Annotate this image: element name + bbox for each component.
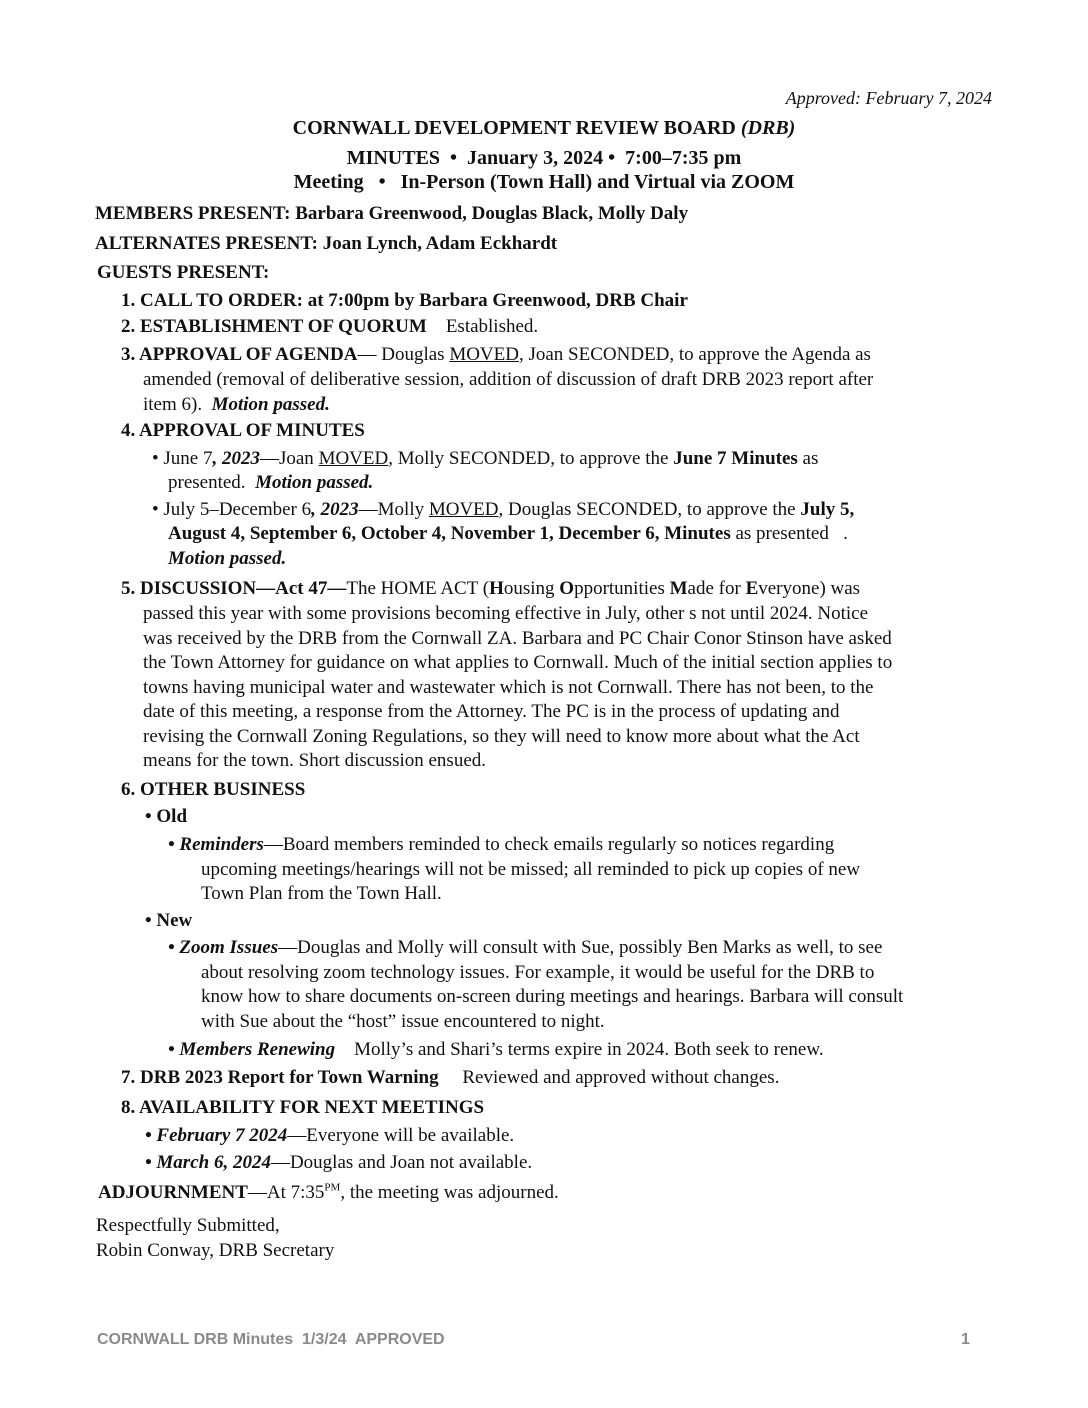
other-business-title: 6. OTHER BUSINESS [121,779,306,800]
alternates-label: ALTERNATES PRESENT [95,233,312,254]
m2-text-c: , Douglas SECONDED, to approve the [498,499,801,520]
m1-bold: June 7 Minutes [673,448,798,469]
m2-text-d: as presented . [730,523,848,544]
adjournment-pm: PM [324,1181,341,1194]
adjournment-text-a: —At 7:35 [247,1182,325,1203]
old-heading: • Old [145,806,188,827]
members-renewing-title: • Members Renewing [168,1039,336,1060]
zoom-text-2: about resolving zoom technology issues. For example, it would be useful for the DRB to [201,962,875,983]
disc-line: towns having municipal water and wastewater which is not Cornwall. There has not been, to the [143,677,874,698]
mar-text: —Douglas and Joan not available. [270,1152,533,1173]
signature-line-2: Robin Conway, DRB Secretary [96,1240,335,1261]
members-renewing-item [168,1039,824,1061]
m2-year: , 2023 [311,499,359,520]
disc-line: means for the town. Short discussion ensued. [143,750,487,771]
disc-line: was received by the DRB from the Cornwall ZA. Barbara and PC Chair Conor Stinson have asked [143,628,892,649]
m1-text-d: as [797,448,819,469]
item-quorum [121,316,538,338]
report-title: 7. DRB 2023 Report for Town Warning [121,1067,439,1088]
reminders-item [168,834,834,856]
members-list: : Barbara Greenwood, Douglas Black, Molly Daly [284,203,689,224]
item-discussion [121,578,860,600]
m2-bold2: August 4, September 6, October 4, November 1, December 6, Minutes [168,523,731,544]
mar-title: • March 6, 2024 [145,1152,271,1173]
adjournment-label: ADJOURNMENT [98,1182,248,1203]
m2-date: • July 5–December 6 [152,499,312,520]
m1-text-c: , Molly SECONDED, to approve the [388,448,674,469]
m2-text-b: —Molly [358,499,429,520]
disc-h: H [489,578,504,599]
mar-availability [145,1152,532,1174]
disc-m: M [669,578,688,599]
footer-label: CORNWALL DRB Minutes 1/3/24 APPROVED [97,1331,445,1348]
meeting-date-line: MINUTES • January 3, 2024 • 7:00–7:35 pm [346,147,742,169]
reminders-text-3: Town Plan from the Town Hall. [201,883,442,904]
agenda-text-1b: , Joan SECONDED, to approve the Agenda as [518,344,871,365]
guests-present: GUESTS PRESENT: [97,262,270,283]
title-text: CORNWALL DEVELOPMENT REVIEW BOARD [292,117,736,139]
feb-availability [145,1125,514,1147]
alternates-present [95,233,557,255]
adjournment-text-b: , the meeting was adjourned. [340,1182,559,1203]
disc-text-a: The HOME ACT ( [346,578,490,599]
zoom-issues-title: • Zoom Issues [168,937,279,958]
agenda-title: 3. APPROVAL OF AGENDA [121,344,358,365]
zoom-text-3: know how to share documents on-screen during meetings and hearings. Barbara will consult [201,986,904,1007]
alternates-list: : Joan Lynch, Adam Eckhardt [311,233,558,254]
disc-line: revising the Cornwall Zoning Regulations, so they will need to know more about what the Act [143,726,860,747]
agenda-text-3a: item 6). [143,394,212,415]
agenda-text-3 [143,394,330,416]
feb-text: —Everyone will be available. [287,1125,515,1146]
approved-note: Approved: February 7, 2024 [785,88,992,108]
new-heading: • New [145,910,193,931]
disc-text-e: veryone) was [758,578,861,599]
zoom-text-4: with Sue about the “host” issue encountered to night. [201,1011,605,1032]
agenda-text-2: amended (removal of deliberative session, addition of discussion of draft DRB 2023 report after [143,369,874,390]
minutes-item-july-dec-2 [168,523,848,545]
m1-text-b: —Joan [259,448,319,469]
m2-moved: MOVED [428,499,499,520]
m2-result: Motion passed. [168,548,287,569]
disc-text-c: pportunities [574,578,670,599]
adjournment [98,1182,559,1204]
item-report [121,1067,779,1089]
zoom-issues-item [168,937,882,959]
m1-year: , 2023 [212,448,260,469]
agenda-result: Motion passed. [211,394,330,415]
minutes-item-july-dec [152,499,854,521]
reminders-text-2: upcoming meetings/hearings will not be missed; all reminded to pick up copies of new [201,859,861,880]
reminders-title: • Reminders [168,834,264,855]
page-number: 1 [961,1331,970,1348]
minutes-item-june [152,448,818,470]
zoom-text-1: —Douglas and Molly will consult with Sue, possibly Ben Marks as well, to see [278,937,883,958]
title-abbr: (DRB) [740,117,796,139]
disc-o: O [559,578,575,599]
disc-title: 5. DISCUSSION—Act 47— [121,578,347,599]
m2-bold1: July 5, [800,499,855,520]
report-text: Reviewed and approved without changes. [462,1067,780,1088]
members-renewing-text: Molly’s and Shari’s terms expire in 2024. Both seek to renew. [354,1039,824,1060]
members-present [95,203,688,225]
item-call-to-order: 1. CALL TO ORDER: at 7:00pm by Barbara Greenwood, DRB Chair [121,290,688,311]
m1-date: • June 7 [152,448,213,469]
document-title [0,117,1088,140]
disc-text-d: ade for [687,578,746,599]
m1-text-e: presented. [168,472,256,493]
quorum-title: 2. ESTABLISHMENT OF QUORUM [121,316,427,337]
reminders-text-1: —Board members reminded to check emails regularly so notices regarding [263,834,835,855]
disc-e: E [745,578,759,599]
meeting-format-line: Meeting • In-Person (Town Hall) and Virtual via ZOOM [293,171,795,193]
agenda-moved: MOVED [449,344,519,365]
agenda-text-1a: — Douglas [357,344,450,365]
minutes-item-june-2 [168,472,373,494]
members-label: MEMBERS PRESENT [95,203,285,224]
quorum-text: Established. [445,316,539,337]
disc-line: passed this year with some provisions becoming effective in July, other s not until 2024. Notice [143,603,869,624]
disc-text-b: ousing [503,578,560,599]
signature-line-1: Respectfully Submitted, [96,1215,280,1236]
disc-line: the Town Attorney for guidance on what applies to Cornwall. Much of the initial section applies to [143,652,893,673]
minutes-title: 4. APPROVAL OF MINUTES [121,420,365,441]
m1-result: Motion passed. [255,472,374,493]
item-agenda [121,344,871,366]
availability-title: 8. AVAILABILITY FOR NEXT MEETINGS [121,1097,485,1118]
disc-line: date of this meeting, a response from the Attorney. The PC is in the process of updating and [143,701,840,722]
m1-moved: MOVED [318,448,389,469]
feb-title: • February 7 2024 [145,1125,288,1146]
